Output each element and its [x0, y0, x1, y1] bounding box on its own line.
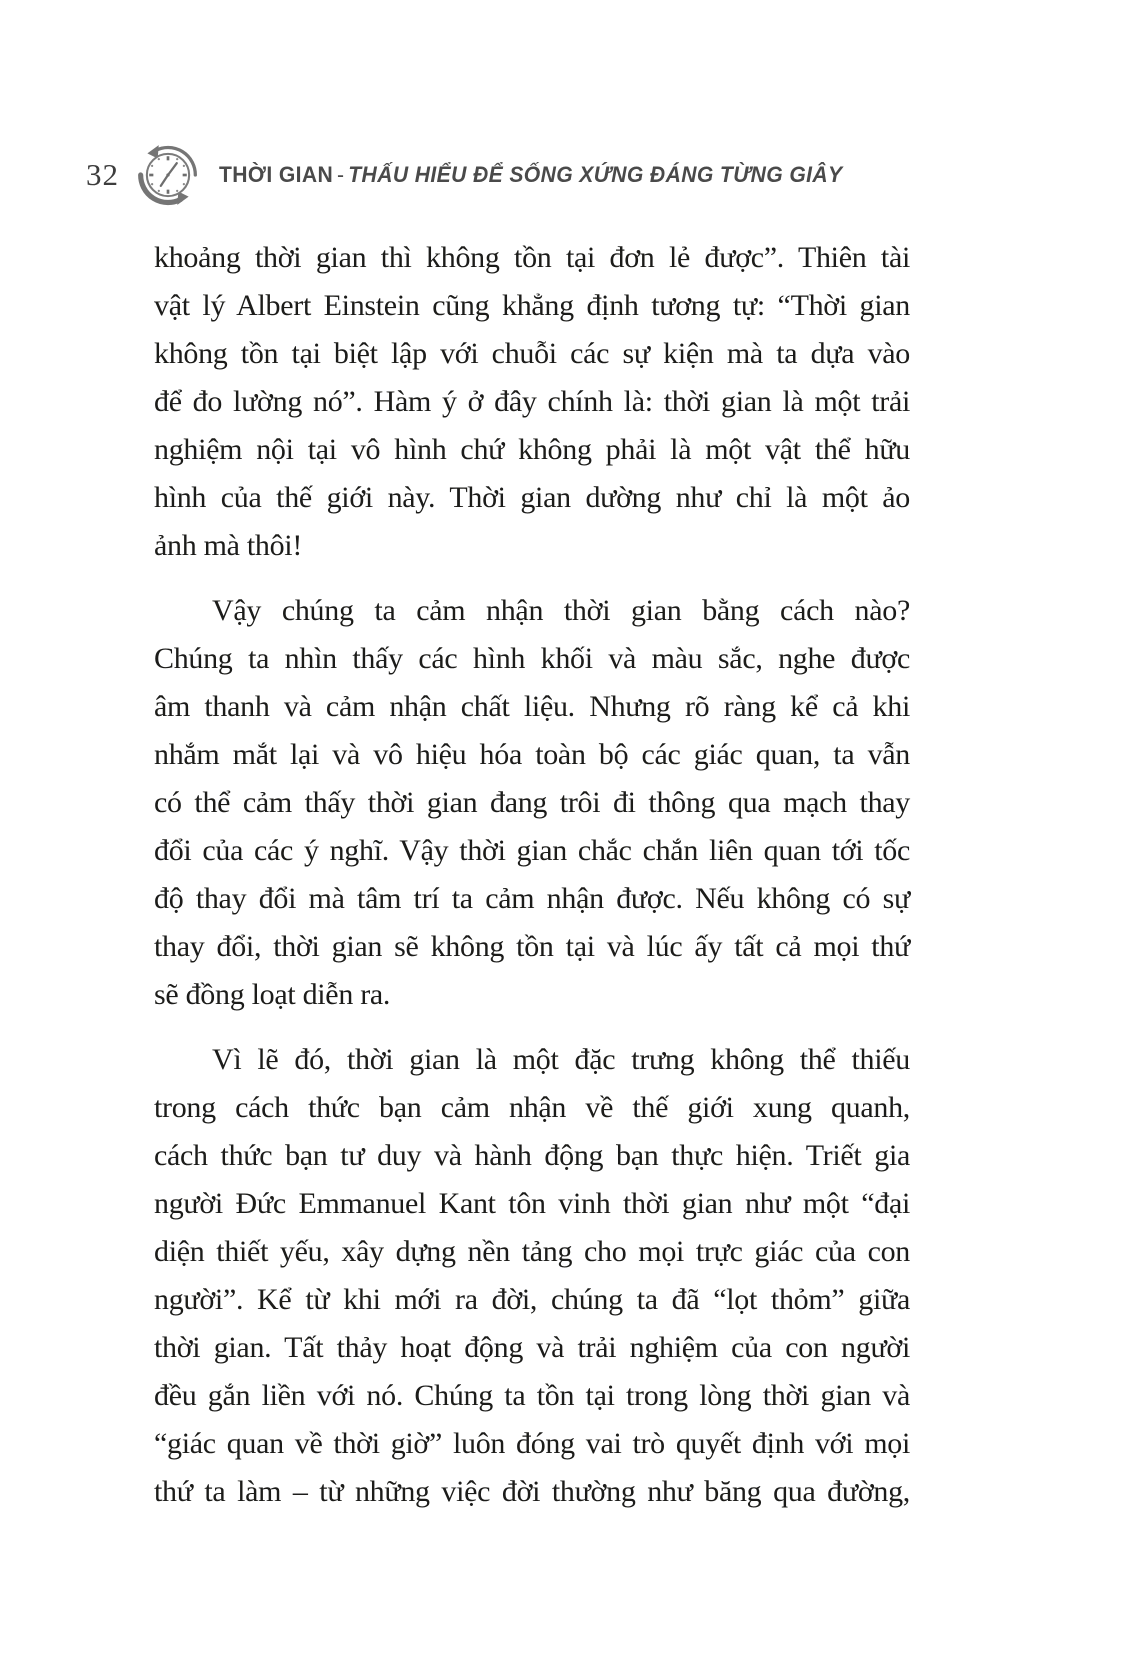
- chapter-title: [219, 162, 843, 188]
- text-line: vật lý Albert Einstein cũng khẳng định tương tự: “Thời gian: [154, 289, 910, 322]
- text-line: đổi của các ý nghĩ. Vậy thời gian chắc chắn liên quan tới tốc: [154, 834, 910, 867]
- text-line: cách thức bạn tư duy và hành động bạn thực hiện. Triết gia: [154, 1139, 910, 1172]
- text-line: thay đổi, thời gian sẽ không tồn tại và lúc ấy tất cả mọi thứ: [154, 930, 910, 963]
- text-line: Vì lẽ đó, thời gian là một đặc trưng không thể thiếu: [212, 1043, 910, 1076]
- text-line: độ thay đổi mà tâm trí ta cảm nhận được. Nếu không có sự: [154, 882, 910, 915]
- text-line: không tồn tại biệt lập với chuỗi các sự kiện mà ta dựa vào: [154, 337, 910, 370]
- clock-cycle-icon: [135, 142, 201, 208]
- text-line: có thể cảm thấy thời gian đang trôi đi thông qua mạch thay: [154, 786, 910, 819]
- chapter-title-main: THỜI GIAN: [219, 162, 334, 187]
- text-line: người”. Kể từ khi mới ra đời, chúng ta đã “lọt thỏm” giữa: [154, 1283, 910, 1316]
- running-head: [86, 142, 869, 208]
- text-line: thời gian. Tất thảy hoạt động và trải nghiệm của con người: [154, 1331, 910, 1364]
- text-line: Vậy chúng ta cảm nhận thời gian bằng cách nào?: [212, 594, 910, 627]
- page-number: 32: [86, 157, 119, 192]
- chapter-title-subtitle: THẤU HIỂU ĐỂ SỐNG XỨNG ĐÁNG TỪNG GIÂY: [348, 162, 843, 187]
- text-line: hình của thế giới này. Thời gian dường như chỉ là một ảo: [154, 481, 910, 514]
- text-line: âm thanh và cảm nhận chất liệu. Nhưng rõ ràng kể cả khi: [154, 690, 910, 723]
- text-line: khoảng thời gian thì không tồn tại đơn lẻ được”. Thiên tài: [154, 241, 910, 274]
- text-line: nhắm mắt lại và vô hiệu hóa toàn bộ các giác quan, ta vẫn: [154, 738, 910, 771]
- text-line: người Đức Emmanuel Kant tôn vinh thời gian như một “đại: [154, 1187, 910, 1220]
- text-line: thứ ta làm – từ những việc đời thường như băng qua đường,: [154, 1475, 910, 1508]
- text-line: ảnh mà thôi!: [154, 529, 303, 562]
- text-line: trong cách thức bạn cảm nhận về thế giới xung quanh,: [154, 1091, 910, 1124]
- text-line: “giác quan về thời giờ” luôn đóng vai trò quyết định với mọi: [154, 1427, 910, 1460]
- chapter-title-separator: -: [337, 162, 345, 187]
- text-line: đều gắn liền với nó. Chúng ta tồn tại trong lòng thời gian và: [154, 1379, 910, 1412]
- text-line: sẽ đồng loạt diễn ra.: [154, 978, 391, 1011]
- text-line: Chúng ta nhìn thấy các hình khối và màu sắc, nghe được: [154, 642, 910, 675]
- text-line: để đo lường nó”. Hàm ý ở đây chính là: thời gian là một trải: [154, 385, 910, 418]
- text-line: diện thiết yếu, xây dựng nền tảng cho mọi trực giác của con: [154, 1235, 910, 1268]
- text-line: nghiệm nội tại vô hình chứ không phải là một vật thể hữu: [154, 433, 910, 466]
- body-text: [154, 234, 910, 1533]
